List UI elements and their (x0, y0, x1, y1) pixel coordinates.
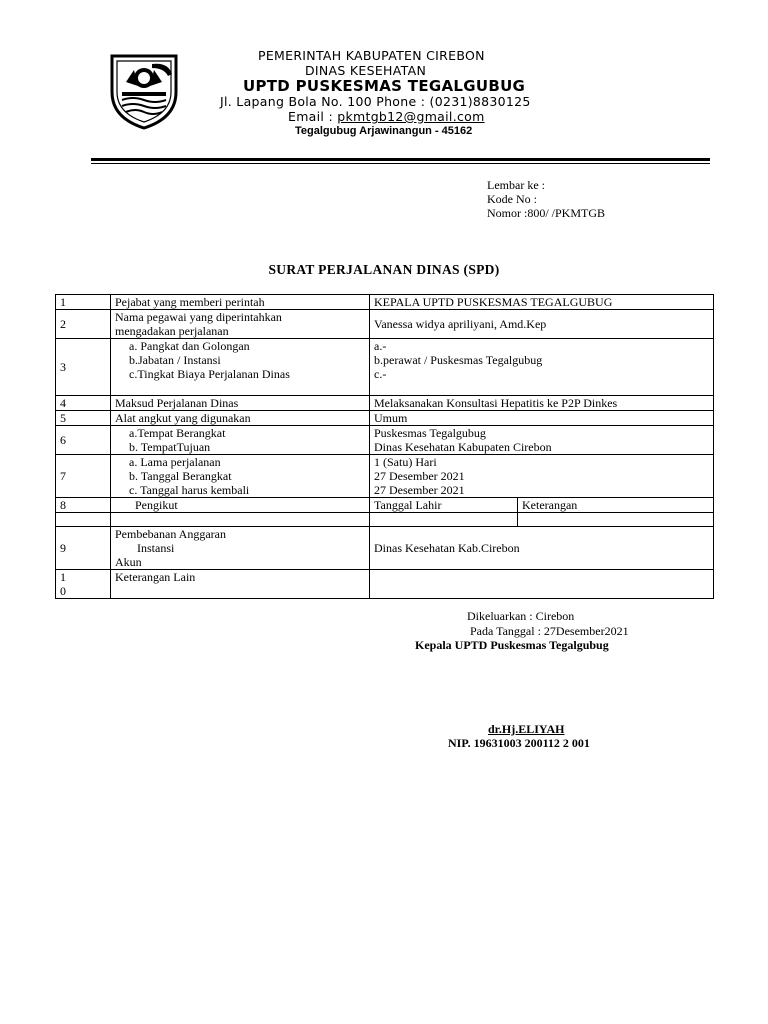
table-row (56, 426, 714, 455)
value-line: Puskesmas Tegalgubug (374, 426, 486, 440)
row-value: KEPALA UPTD PUSKESMAS TEGALGUBUG (370, 295, 714, 310)
kop-pemerintah: PEMERINTAH KABUPATEN CIREBON (258, 48, 485, 63)
row-number: 7 (56, 455, 111, 498)
label-line: a. Lama perjalanan (129, 455, 221, 469)
value-line: b.perawat / Puskesmas Tegalgubug (374, 353, 543, 367)
row-label (111, 498, 370, 513)
row-number: 2 (56, 310, 111, 339)
kop-puskesmas: UPTD PUSKESMAS TEGALGUBUG (243, 77, 526, 95)
row-number (56, 513, 111, 527)
value-line: a.- (374, 339, 387, 353)
label-line: b. Tanggal Berangkat (129, 469, 232, 483)
value-line: Dinas Kesehatan Kabupaten Cirebon (374, 440, 552, 454)
row-value: Tanggal Lahir (370, 498, 518, 513)
row-label: Pejabat yang memberi perintah (111, 295, 370, 310)
spd-table (55, 294, 714, 599)
value-line: c.- (374, 367, 387, 381)
row-value (370, 513, 518, 527)
email-link[interactable]: pkmtgb12@gmail.com (337, 109, 485, 124)
row-label (111, 339, 370, 396)
label-line: a.Tempat Berangkat (129, 426, 226, 440)
value-line: 27 Desember 2021 (374, 483, 465, 497)
kop-divider-thin (91, 163, 710, 164)
sign-nip: NIP. 19631003 200112 2 001 (448, 736, 590, 750)
kop-dinas: DINAS KESEHATAN (305, 63, 427, 78)
row-value (518, 513, 714, 527)
label-line: Pengikut (135, 498, 178, 512)
meta-kode: Kode No : (487, 192, 537, 206)
row-value (370, 570, 714, 599)
row-value: Melaksanakan Konsultasi Hepatitis ke P2P Dinkes (370, 396, 714, 411)
row-number: 8 (56, 498, 111, 513)
row-label (111, 310, 370, 339)
table-row (56, 527, 714, 570)
table-row (56, 396, 714, 411)
email-label: Email : (288, 109, 338, 124)
row-number-line: 1 (60, 570, 66, 584)
table-row (56, 310, 714, 339)
row-number: 3 (56, 339, 111, 396)
row-value: Umum (370, 411, 714, 426)
row-value: Keterangan (518, 498, 714, 513)
row-number: 4 (56, 396, 111, 411)
table-row (56, 295, 714, 310)
sign-tanggal: Pada Tanggal : 27Desember2021 (470, 624, 629, 638)
kabupaten-logo (108, 52, 180, 130)
row-number: 6 (56, 426, 111, 455)
row-number: 5 (56, 411, 111, 426)
table-row (56, 498, 714, 513)
label-line: Akun (115, 555, 142, 569)
table-row (56, 570, 714, 599)
row-number: 1 (56, 295, 111, 310)
table-row (56, 339, 714, 396)
row-label: Keterangan Lain (111, 570, 370, 599)
sign-nama: dr.Hj.ELIYAH (488, 722, 565, 736)
table-row (56, 455, 714, 498)
row-number: 9 (56, 527, 111, 570)
row-label (111, 426, 370, 455)
row-number-line: 0 (60, 584, 66, 598)
row-value (370, 339, 714, 396)
row-label: Maksud Perjalanan Dinas (111, 396, 370, 411)
kop-email-line (288, 109, 485, 124)
label-line: a. Pangkat dan Golongan (129, 339, 250, 353)
value-line: 1 (Satu) Hari (374, 455, 437, 469)
row-value: Vanessa widya apriliyani, Amd.Kep (370, 310, 714, 339)
label-line: Pembebanan Anggaran (115, 527, 226, 541)
meta-lembar: Lembar ke : (487, 178, 545, 192)
label-line: c.Tingkat Biaya Perjalanan Dinas (129, 367, 290, 381)
sign-jabatan: Kepala UPTD Puskesmas Tegalgubug (415, 638, 609, 652)
table-row (56, 513, 714, 527)
row-value (370, 455, 714, 498)
document-title: SURAT PERJALANAN DINAS (SPD) (268, 262, 500, 277)
row-label (111, 527, 370, 570)
label-line: c. Tanggal harus kembali (129, 483, 250, 497)
label-line: b. TempatTujuan (129, 440, 211, 454)
label-line: mengadakan perjalanan (115, 324, 229, 338)
label-line: b.Jabatan / Instansi (129, 353, 221, 367)
table-row (56, 411, 714, 426)
label-line: Nama pegawai yang diperintahkan (115, 310, 282, 324)
row-label: Alat angkut yang digunakan (111, 411, 370, 426)
row-label (111, 455, 370, 498)
row-value: Dinas Kesehatan Kab.Cirebon (370, 527, 714, 570)
row-value (370, 426, 714, 455)
value-line: 27 Desember 2021 (374, 469, 465, 483)
sign-dikeluarkan: Dikeluarkan : Cirebon (467, 609, 575, 623)
row-number (56, 570, 111, 599)
kop-alamat: Jl. Lapang Bola No. 100 Phone : (0231)8830125 (220, 94, 531, 109)
row-label (111, 513, 370, 527)
kop-divider-thick (91, 158, 710, 161)
meta-nomor: Nomor :800/ /PKMTGB (487, 206, 606, 220)
kop-lokasi: Tegalgubug Arjawinangun - 45162 (295, 125, 473, 137)
label-line: Instansi (137, 541, 175, 555)
